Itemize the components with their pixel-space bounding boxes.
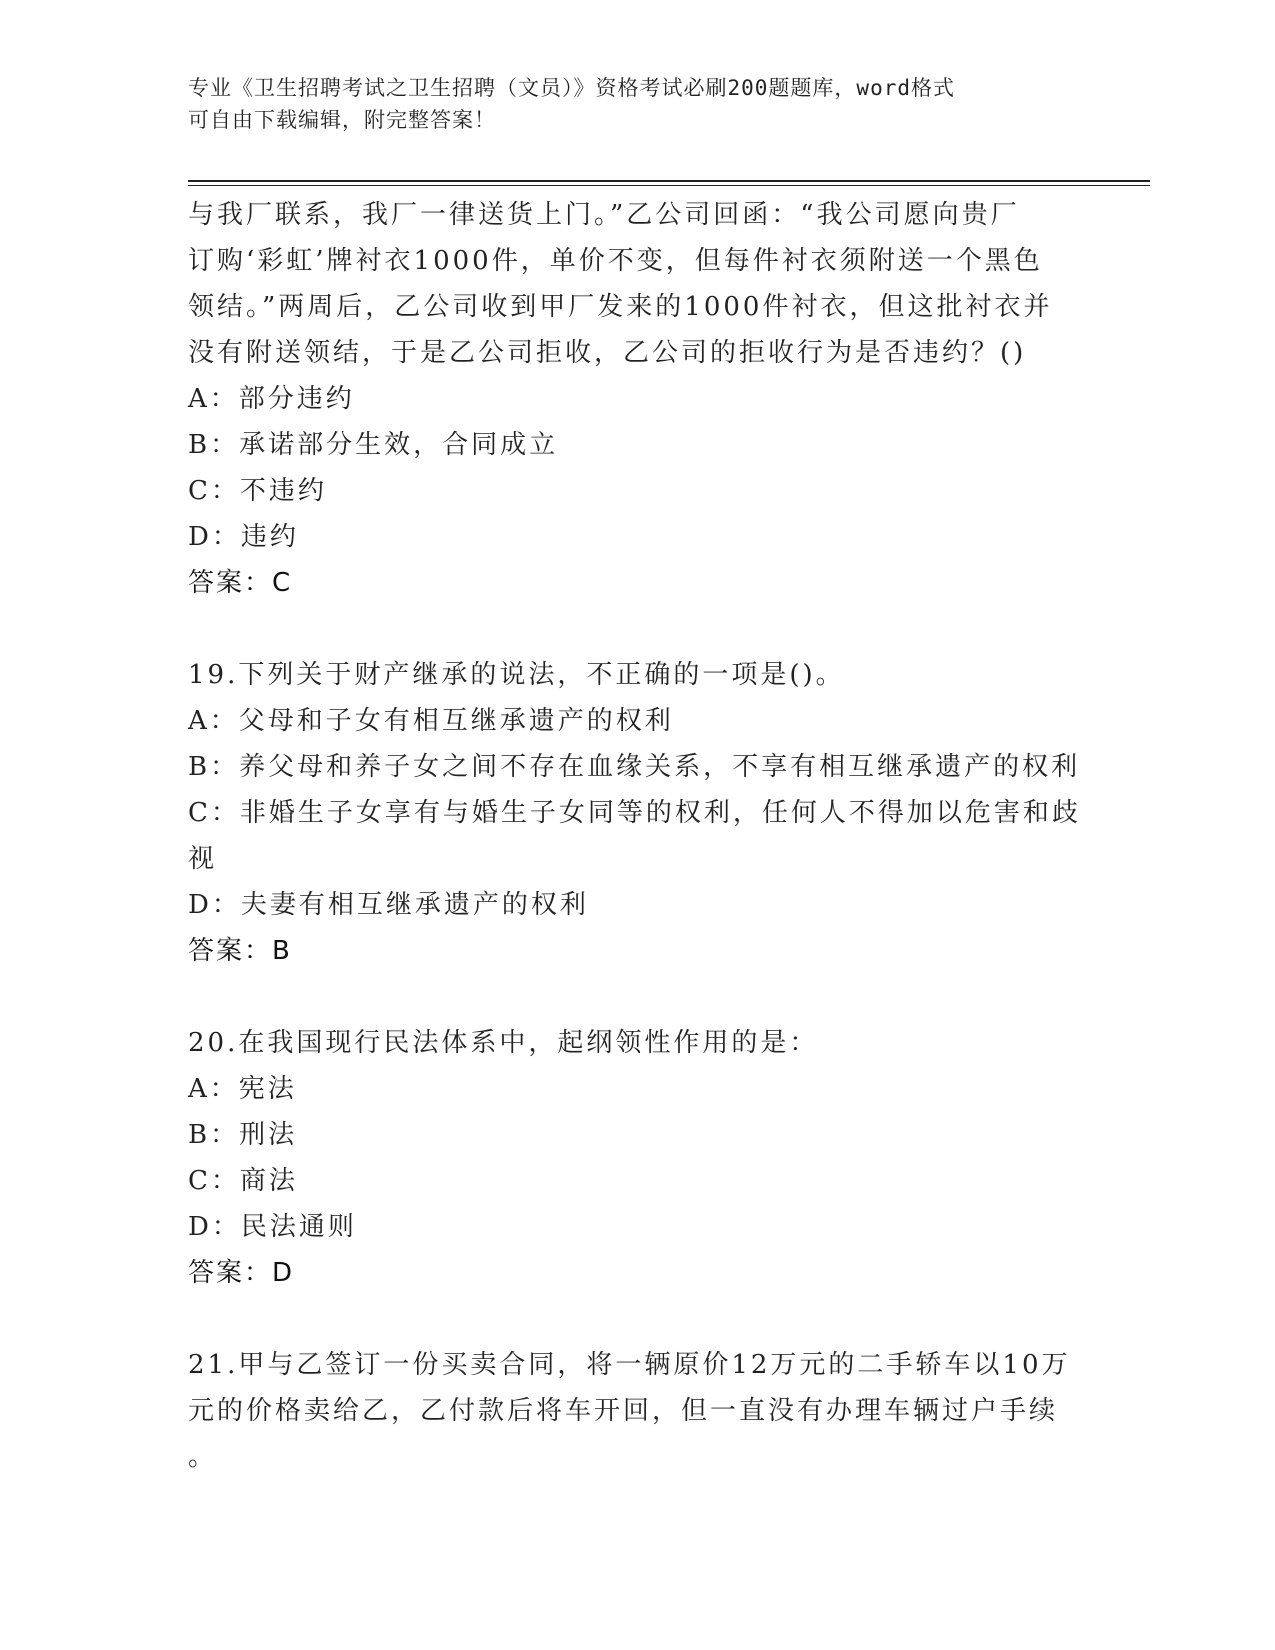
question-text-line: 元的价格卖给乙，乙付款后将车开回，但一直没有办理车辆过户手续 [188, 1396, 1059, 1426]
question-text-line: 21.甲与乙签订一份买卖合同，将一辆原价12万元的二手轿车以10万 [188, 1350, 1071, 1380]
question-20 [188, 1020, 1088, 1296]
question-text: 20.在我国现行民法体系中，起纲领性作用的是： [188, 1028, 819, 1058]
question-21 [188, 1342, 1088, 1480]
spacer [188, 606, 1088, 652]
header-rule-thick [188, 180, 1150, 182]
option-d: D：民法通则 [188, 1212, 357, 1242]
answer: 答案：C [188, 568, 293, 598]
question-18 [188, 192, 1088, 606]
option-c: C：不违约 [188, 476, 327, 506]
option-b: B：养父母和养子女之间不存在血缘关系，不享有相互继承遗产的权利 [188, 752, 1081, 782]
header-rule-thin [188, 185, 1150, 186]
question-text-line: 与我厂联系，我厂一律送货上门。”乙公司回函：“我公司愿向贵厂 [188, 200, 1020, 230]
option-a: A：宪法 [188, 1074, 297, 1104]
header-line-1: 专业《卫生招聘考试之卫生招聘（文员）》资格考试必刷200题题库，word格式 [188, 76, 955, 100]
option-a: A：父母和子女有相互继承遗产的权利 [188, 706, 674, 736]
question-text-line: 。 [188, 1442, 218, 1472]
option-b: B：刑法 [188, 1120, 298, 1150]
question-text: 19.下列关于财产继承的说法，不正确的一项是()。 [188, 660, 845, 690]
spacer [188, 974, 1088, 1020]
header-line-2: 可自由下载编辑，附完整答案！ [188, 108, 496, 132]
option-b: B：承诺部分生效，合同成立 [188, 430, 559, 460]
spacer [188, 1296, 1088, 1342]
question-text-line: 订购‘彩虹’牌衬衣1000件，单价不变，但每件衬衣须附送一个黑色 [188, 246, 1043, 276]
question-19 [188, 652, 1088, 974]
page-header [188, 72, 1088, 136]
answer: 答案：B [188, 936, 292, 966]
option-c: C：商法 [188, 1166, 298, 1196]
question-text-line: 没有附送领结，于是乙公司拒收，乙公司的拒收行为是否违约？() [188, 338, 1027, 368]
option-d: D：夫妻有相互继承遗产的权利 [188, 890, 589, 920]
option-c-continued: 视 [188, 844, 218, 874]
answer: 答案：D [188, 1258, 295, 1288]
question-text-line: 领结。”两周后，乙公司收到甲厂发来的1000件衬衣，但这批衬衣并 [188, 292, 1053, 322]
option-a: A：部分违约 [188, 384, 355, 414]
question-content [188, 192, 1088, 1480]
option-d: D：违约 [188, 522, 299, 552]
option-c: C：非婚生子女享有与婚生子女同等的权利，任何人不得加以危害和歧 [188, 798, 1081, 828]
